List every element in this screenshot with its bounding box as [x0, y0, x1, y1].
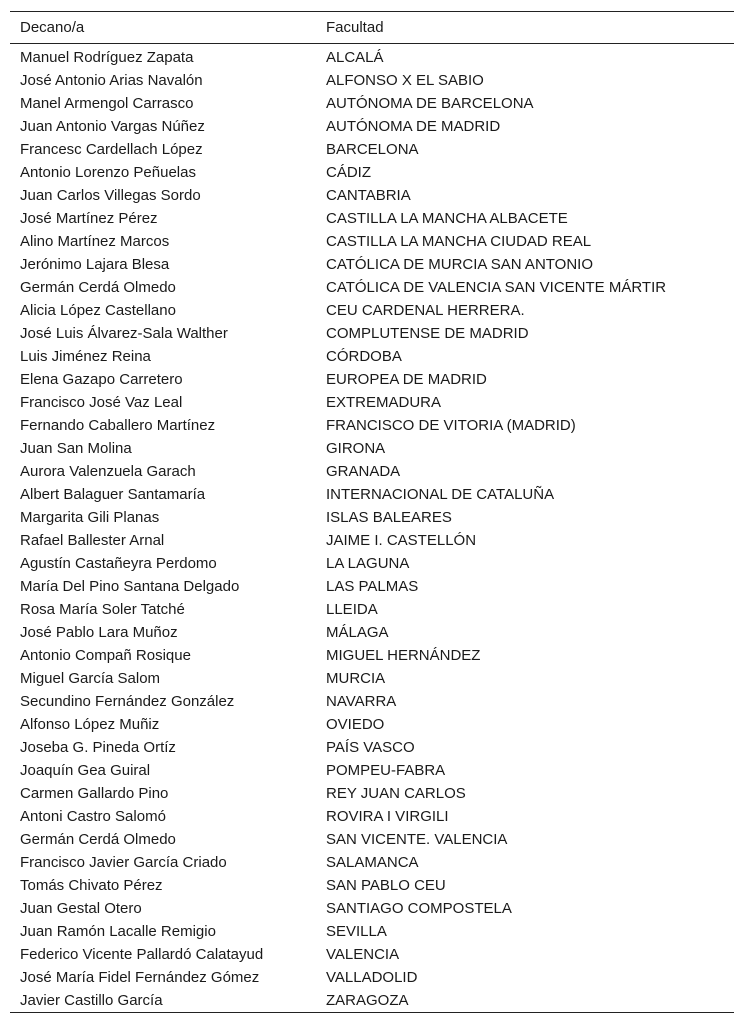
faculty-name-cell: EUROPEA DE MADRID	[326, 371, 487, 388]
faculty-name-cell: OVIEDO	[326, 716, 385, 733]
faculty-name-cell: JAIME I. CASTELLÓN	[326, 532, 477, 549]
faculty-name-cell: REY JUAN CARLOS	[326, 785, 466, 802]
faculty-name-cell: LLEIDA	[326, 601, 378, 618]
dean-name-cell: Rosa María Soler Tatché	[20, 601, 185, 618]
faculty-name-cell: CANTABRIA	[326, 187, 411, 204]
table-row	[10, 575, 734, 598]
header-row	[10, 12, 734, 44]
faculty-name-cell: PAÍS VASCO	[326, 739, 415, 756]
dean-name-cell: Carmen Gallardo Pino	[20, 785, 169, 802]
dean-name-cell: Joseba G. Pineda Ortíz	[20, 739, 176, 756]
dean-name-cell: Germán Cerdá Olmedo	[20, 831, 176, 848]
faculty-name-cell: GIRONA	[326, 440, 386, 457]
table-row	[10, 552, 734, 575]
faculty-name-cell: LA LAGUNA	[326, 555, 410, 572]
faculty-name-cell: CASTILLA LA MANCHA CIUDAD REAL	[326, 233, 592, 250]
faculty-name-cell: SAN VICENTE. VALENCIA	[326, 831, 508, 848]
table-row	[10, 782, 734, 805]
faculty-name-cell: MÁLAGA	[326, 624, 389, 641]
dean-name-cell: Juan Carlos Villegas Sordo	[20, 187, 201, 204]
dean-name-cell: Juan Ramón Lacalle Remigio	[20, 923, 216, 940]
dean-name-cell: Rafael Ballester Arnal	[20, 532, 165, 549]
faculty-name-cell: CATÓLICA DE VALENCIA SAN VICENTE MÁRTIR	[326, 279, 667, 296]
dean-name-cell: Alfonso López Muñiz	[20, 716, 160, 733]
table-row	[10, 920, 734, 943]
column-header-facultad: Facultad	[326, 19, 384, 36]
dean-name-cell: Manuel Rodríguez Zapata	[20, 49, 194, 66]
table-row	[10, 92, 734, 115]
faculty-name-cell: VALLADOLID	[326, 969, 418, 986]
dean-name-cell: Antonio Lorenzo Peñuelas	[20, 164, 196, 181]
table-row	[10, 506, 734, 529]
dean-name-cell: Miguel García Salom	[20, 670, 161, 687]
faculty-name-cell: ALFONSO X EL SABIO	[326, 72, 484, 89]
dean-name-cell: Agustín Castañeyra Perdomo	[20, 555, 217, 572]
table-row	[10, 851, 734, 874]
faculty-name-cell: AUTÓNOMA DE BARCELONA	[326, 95, 534, 112]
dean-name-cell: Juan Gestal Otero	[20, 900, 142, 917]
table-header	[10, 12, 734, 44]
table-row	[10, 391, 734, 414]
table-row	[10, 989, 734, 1013]
table-row	[10, 966, 734, 989]
faculty-name-cell: BARCELONA	[326, 141, 419, 158]
dean-name-cell: Elena Gazapo Carretero	[20, 371, 183, 388]
table-row	[10, 621, 734, 644]
table-row	[10, 897, 734, 920]
dean-name-cell: Tomás Chivato Pérez	[20, 877, 163, 894]
dean-name-cell: José Martínez Pérez	[20, 210, 158, 227]
table-row	[10, 943, 734, 966]
faculty-name-cell: SALAMANCA	[326, 854, 419, 871]
faculty-name-cell: MURCIA	[326, 670, 386, 687]
faculty-name-cell: INTERNACIONAL DE CATALUÑA	[326, 486, 555, 503]
dean-name-cell: José Luis Álvarez-Sala Walther	[20, 325, 228, 342]
faculty-name-cell: GRANADA	[326, 463, 401, 480]
faculty-name-cell: COMPLUTENSE DE MADRID	[326, 325, 529, 342]
faculty-name-cell: MIGUEL HERNÁNDEZ	[326, 647, 481, 664]
dean-name-cell: Germán Cerdá Olmedo	[20, 279, 176, 296]
faculty-name-cell: CÁDIZ	[326, 164, 371, 181]
table-row	[10, 115, 734, 138]
dean-name-cell: Javier Castillo García	[20, 992, 163, 1009]
table-row	[10, 667, 734, 690]
table-row	[10, 161, 734, 184]
dean-name-cell: Joaquín Gea Guiral	[20, 762, 151, 779]
faculty-name-cell: ISLAS BALEARES	[326, 509, 452, 526]
dean-name-cell: Francisco Javier García Criado	[20, 854, 227, 871]
dean-name-cell: Alino Martínez Marcos	[20, 233, 170, 250]
deans-table-container	[10, 11, 734, 1013]
table-row	[10, 138, 734, 161]
dean-name-cell: Alicia López Castellano	[20, 302, 176, 319]
dean-name-cell: Francesc Cardellach López	[20, 141, 203, 158]
table-row	[10, 437, 734, 460]
table-row	[10, 690, 734, 713]
column-header-decano: Decano/a	[20, 19, 85, 36]
table-row	[10, 828, 734, 851]
faculty-name-cell: POMPEU-FABRA	[326, 762, 446, 779]
faculty-name-cell: SANTIAGO COMPOSTELA	[326, 900, 512, 917]
table-row	[10, 414, 734, 437]
table-row	[10, 805, 734, 828]
table-row	[10, 736, 734, 759]
dean-name-cell: José Pablo Lara Muñoz	[20, 624, 178, 641]
faculty-name-cell: ZARAGOZA	[326, 992, 409, 1009]
deans-table	[10, 11, 734, 1013]
faculty-name-cell: CASTILLA LA MANCHA ALBACETE	[326, 210, 568, 227]
dean-name-cell: Antonio Compañ Rosique	[20, 647, 191, 664]
table-row	[10, 253, 734, 276]
dean-name-cell: José Antonio Arias Navalón	[20, 72, 203, 89]
faculty-name-cell: SEVILLA	[326, 923, 387, 940]
table-row	[10, 368, 734, 391]
faculty-name-cell: SAN PABLO CEU	[326, 877, 446, 894]
faculty-name-cell: LAS PALMAS	[326, 578, 419, 595]
dean-name-cell: Fernando Caballero Martínez	[20, 417, 216, 434]
table-row	[10, 322, 734, 345]
faculty-name-cell: NAVARRA	[326, 693, 397, 710]
faculty-name-cell: AUTÓNOMA DE MADRID	[326, 118, 501, 135]
table-row	[10, 184, 734, 207]
dean-name-cell: Antoni Castro Salomó	[20, 808, 166, 825]
dean-name-cell: Albert Balaguer Santamaría	[20, 486, 206, 503]
table-row	[10, 529, 734, 552]
dean-name-cell: Manel Armengol Carrasco	[20, 95, 194, 112]
table-row	[10, 276, 734, 299]
dean-name-cell: Secundino Fernández González	[20, 693, 235, 710]
table-row	[10, 69, 734, 92]
faculty-name-cell: ROVIRA I VIRGILI	[326, 808, 449, 825]
faculty-name-cell: CÓRDOBA	[326, 348, 402, 365]
table-body	[10, 44, 734, 1013]
table-row	[10, 44, 734, 70]
table-row	[10, 483, 734, 506]
faculty-name-cell: CEU CARDENAL HERRERA.	[326, 302, 525, 319]
table-row	[10, 345, 734, 368]
faculty-name-cell: ALCALÁ	[326, 49, 384, 66]
faculty-name-cell: EXTREMADURA	[326, 394, 442, 411]
dean-name-cell: Jerónimo Lajara Blesa	[20, 256, 170, 273]
dean-name-cell: Juan San Molina	[20, 440, 132, 457]
table-row	[10, 299, 734, 322]
dean-name-cell: Margarita Gili Planas	[20, 509, 160, 526]
table-row	[10, 207, 734, 230]
faculty-name-cell: VALENCIA	[326, 946, 400, 963]
table-row	[10, 230, 734, 253]
dean-name-cell: Luis Jiménez Reina	[20, 348, 151, 365]
dean-name-cell: Francisco José Vaz Leal	[20, 394, 183, 411]
dean-name-cell: Juan Antonio Vargas Núñez	[20, 118, 205, 135]
faculty-name-cell: CATÓLICA DE MURCIA SAN ANTONIO	[326, 256, 593, 273]
table-row	[10, 874, 734, 897]
dean-name-cell: Federico Vicente Pallardó Calatayud	[20, 946, 264, 963]
table-row	[10, 460, 734, 483]
dean-name-cell: José María Fidel Fernández Gómez	[20, 969, 260, 986]
faculty-name-cell: FRANCISCO DE VITORIA (MADRID)	[326, 417, 576, 434]
table-row	[10, 598, 734, 621]
table-row	[10, 759, 734, 782]
dean-name-cell: Aurora Valenzuela Garach	[20, 463, 196, 480]
table-row	[10, 644, 734, 667]
dean-name-cell: María Del Pino Santana Delgado	[20, 578, 240, 595]
table-row	[10, 713, 734, 736]
